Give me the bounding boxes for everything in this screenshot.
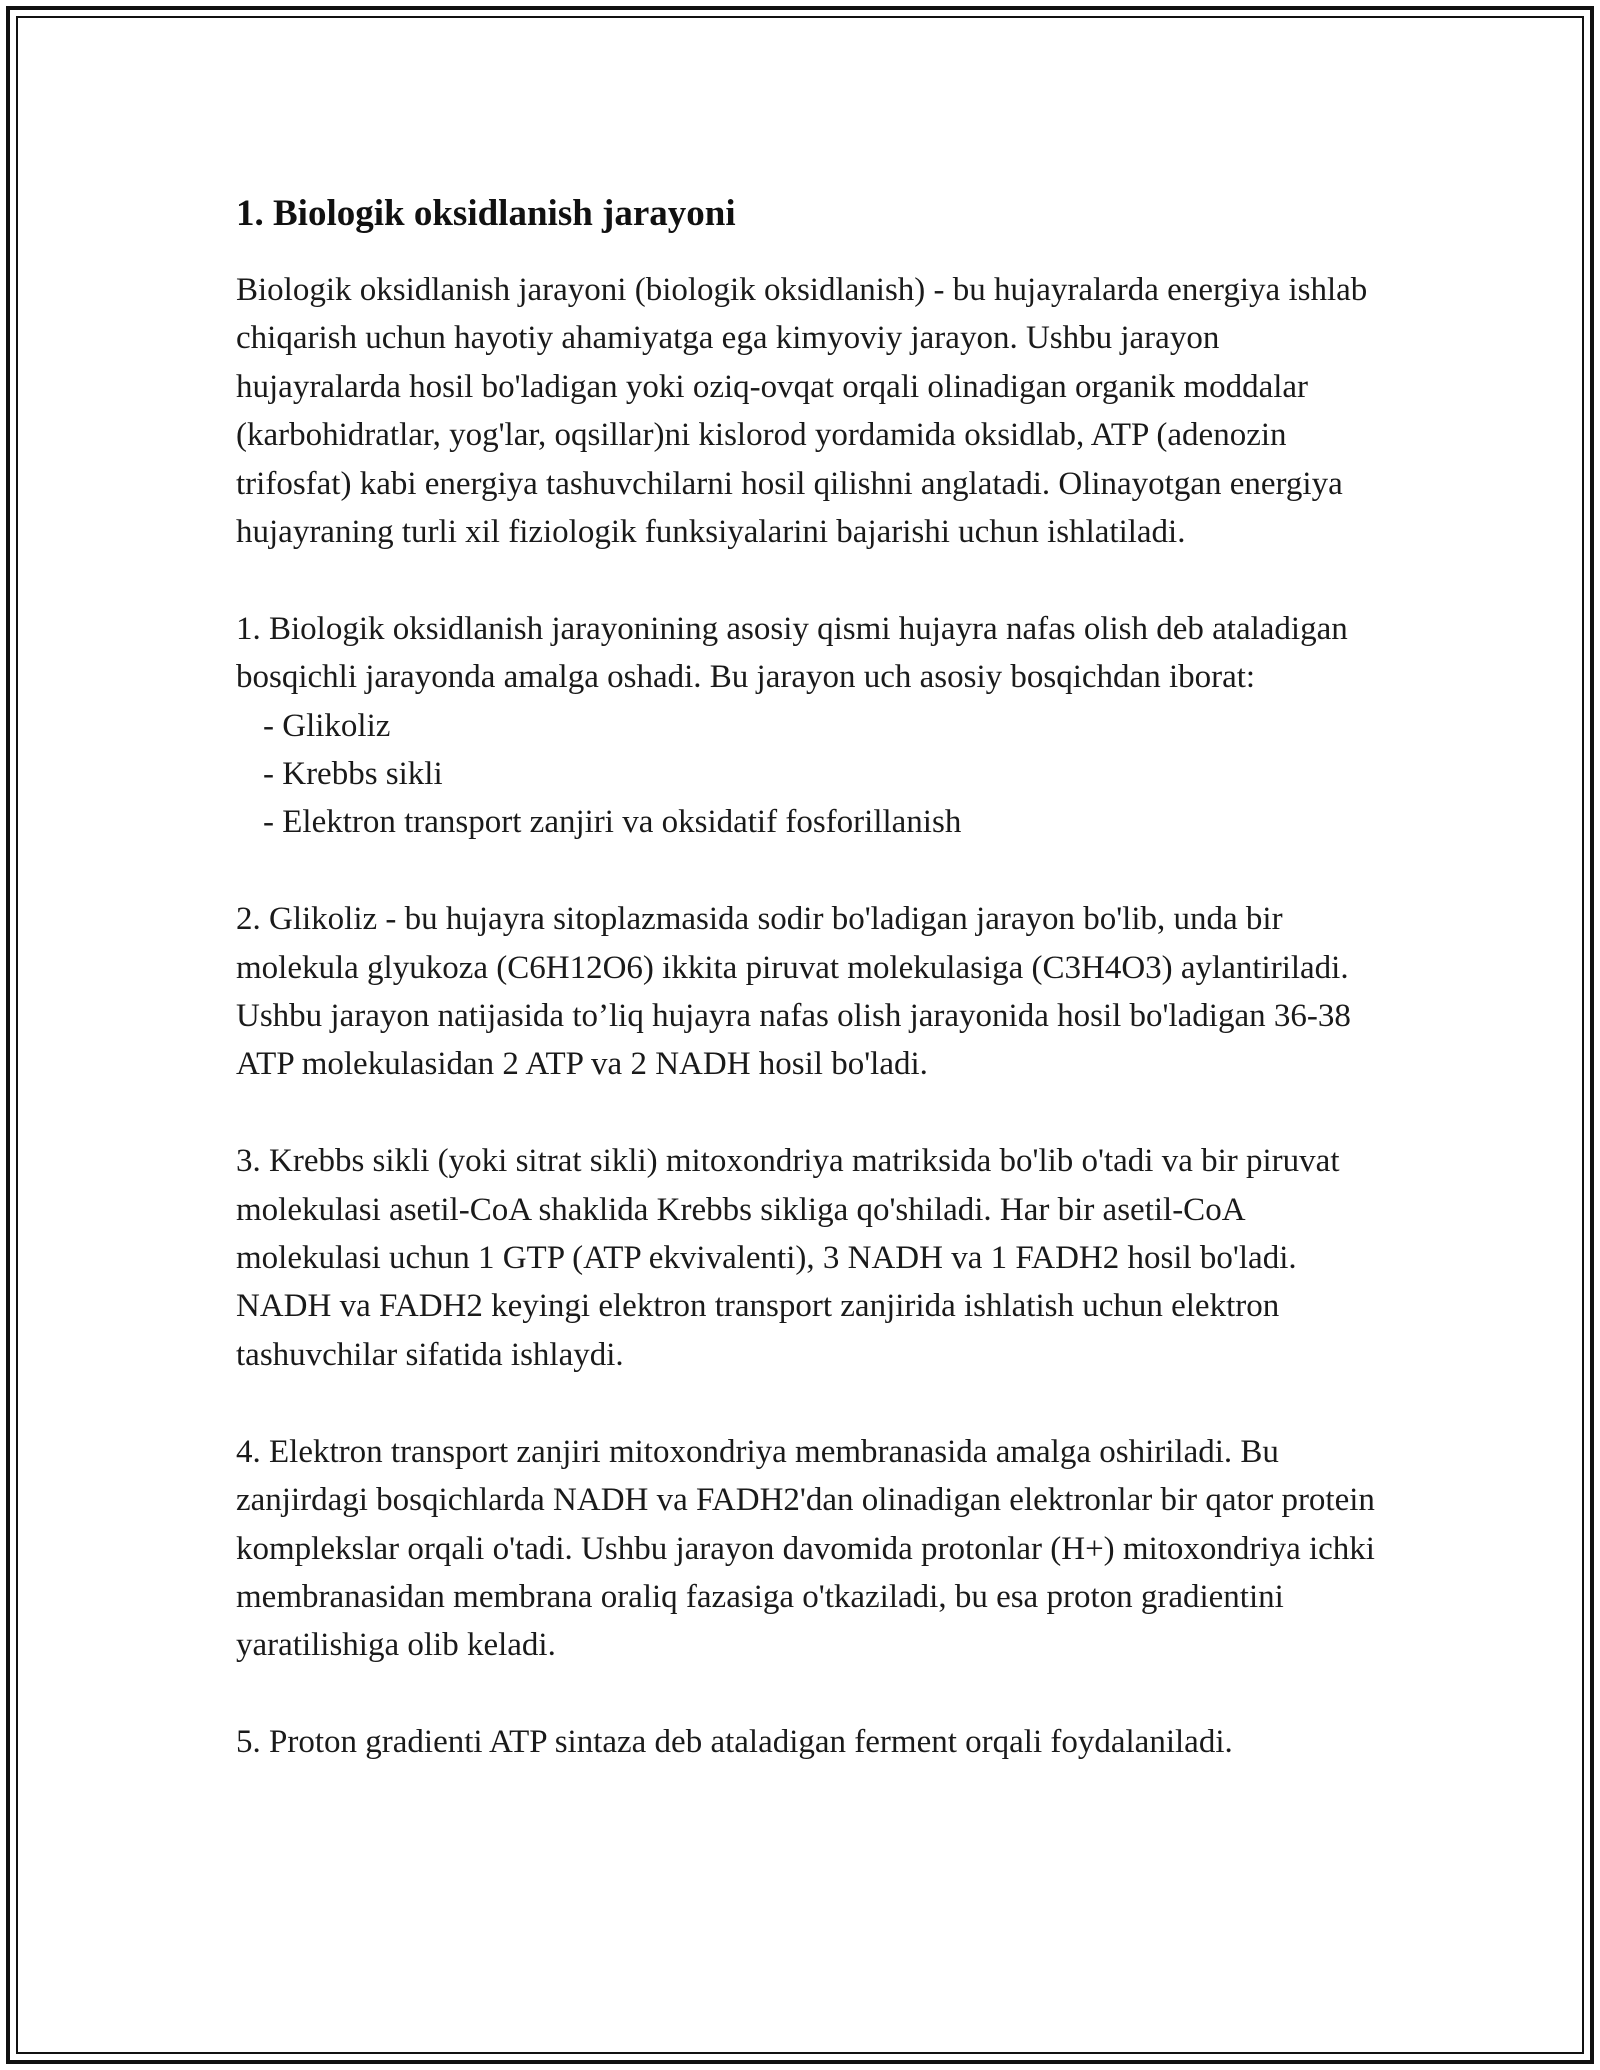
section-1-text: 1. Biologik oksidlanish jarayonining asosiy qismi hujayra nafas olish deb ataladigan bosqichli jarayonda amalga oshadi. Bu jarayon uch asosiy bosqichdan iborat: xyxy=(236,610,1348,696)
section-4-text: 4. Elektron transport zanjiri mitoxondriya membranasida amalga oshiriladi. Bu zanjirdagi bosqichlarda NADH va FADH2'dan olinadigan elektronlar bir qator protein komplekslar orqali o'tadi. Ushbu jarayon davomida protonlar (H+) mitoxondriya ichki membranasidan membrana oraliq fazasiga o'tkaziladi, bu esa proton gradientini yaratilishiga olib keladi. xyxy=(236,1433,1375,1664)
section-1 xyxy=(236,605,1386,847)
document-body xyxy=(236,186,1386,1767)
intro-paragraph: Biologik oksidlanish jarayoni (biologik oksidlanish) - bu hujayralarda energiya ishlab chiqarish uchun hayotiy ahamiyatga ega kimyoviy jarayon. Ushbu jarayon hujayralarda hosil bo'ladigan yoki oziq-ovqat orqali olinadigan organik moddalar (karbohidratlar, yog'lar, oqsillar)ni kislorod yordamida oksidlab, ATP (adenozin trifosfat) kabi energiya tashuvchilarni hosil qilishni anglatadi. Olinayotgan energiya hujayraning turli xil fiziologik funksiyalarini bajarishi uchun ishlatiladi. xyxy=(236,272,1368,551)
list-item: - Elektron transport zanjiri va oksidatif fosforillanish xyxy=(263,804,962,841)
section-5-text: 5. Proton gradienti ATP sintaza deb ataladigan ferment orqali foydalaniladi. xyxy=(236,1724,1233,1761)
section-3-text: 3. Krebbs sikli (yoki sitrat sikli) mitoxondriya matriksida bo'lib o'tadi va bir piruvat molekulasi asetil-CoA shaklida Krebbs sikliga qo'shiladi. Har bir asetil-CoA molekulasi uchun 1 GTP (ATP ekvivalenti), 3 NADH va 1 FADH2 hosil bo'ladi. NADH va FADH2 keyingi elektron transport zanjirida ishlatish uchun elektron tashuvchilar sifatida ishlaydi. xyxy=(236,1143,1340,1373)
section-2 xyxy=(236,895,1386,1089)
list-item: - Krebbs sikli xyxy=(263,756,443,793)
section-3 xyxy=(236,1137,1386,1379)
section-2-text: 2. Glikoliz - bu hujayra sitoplazmasida sodir bo'ladigan jarayon bo'lib, unda bir molekula glyukoza (C6H12O6) ikkita piruvat molekulasiga (C3H4O3) aylantiriladi. Ushbu jarayon natijasida to’liq hujayra nafas olish jarayonida hosil bo'ladigan 36-38 ATP molekulasidan 2 ATP va 2 NADH hosil bo'ladi. xyxy=(236,901,1351,1083)
stages-list xyxy=(236,702,1386,847)
list-item: - Glikoliz xyxy=(263,707,391,744)
document-title: 1. Biologik oksidlanish jarayoni xyxy=(236,193,736,234)
section-5 xyxy=(236,1718,1386,1766)
section-4 xyxy=(236,1428,1386,1670)
